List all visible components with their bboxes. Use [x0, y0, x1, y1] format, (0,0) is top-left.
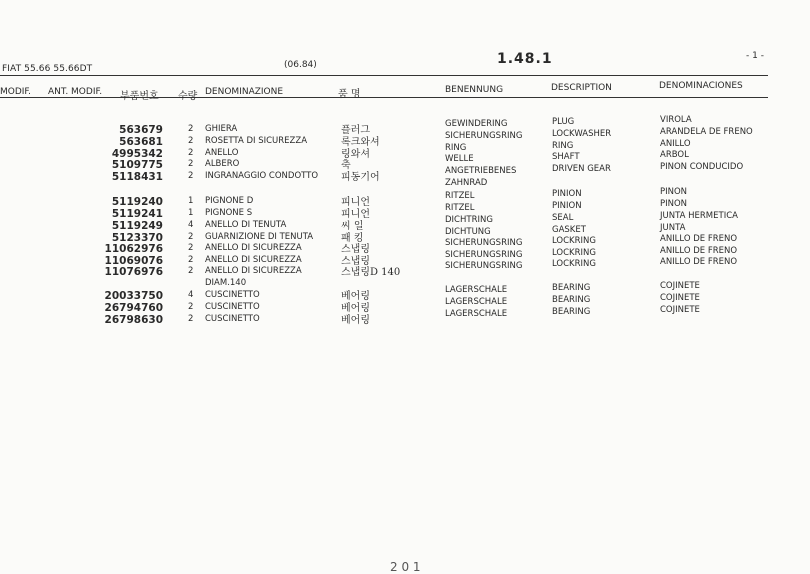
italian-name: ALBERO	[205, 159, 240, 169]
korean-name: 스냅링	[341, 244, 370, 255]
german-name: GEWINDERING	[445, 119, 508, 129]
col-quantity: 수량	[178, 91, 198, 102]
model-title: FIAT 55.66 55.66DT	[2, 64, 93, 74]
quantity: 1	[188, 196, 194, 206]
italian-name: DIAM.140	[205, 278, 247, 288]
spanish-name: JUNTA HERMETICA	[660, 211, 738, 221]
german-name: LAGERSCHALE	[445, 309, 508, 319]
german-name: SICHERUNGSRING	[445, 250, 523, 260]
korean-name: 축	[341, 160, 351, 171]
quantity: 2	[188, 159, 194, 169]
italian-name: GUARNIZIONE DI TENUTA	[205, 232, 314, 242]
quantity: 2	[188, 266, 194, 276]
italian-name: CUSCINETTO	[205, 302, 260, 312]
part-number: 4995342	[111, 148, 163, 160]
part-number: 5119241	[111, 208, 163, 220]
spanish-name: ANILLO DE FRENO	[660, 257, 738, 267]
spanish-name: VIROLA	[660, 115, 692, 125]
quantity: 2	[188, 124, 194, 134]
korean-name: 베어링	[341, 303, 370, 314]
spanish-name: COJINETE	[660, 293, 700, 303]
part-number: 5123370	[111, 232, 163, 244]
english-name: SHAFT	[552, 152, 580, 162]
english-name: PLUG	[552, 117, 575, 127]
part-number: 26794760	[104, 302, 163, 314]
quantity: 2	[188, 314, 194, 324]
english-name: RING	[552, 141, 574, 151]
english-name: BEARING	[552, 307, 591, 317]
spanish-name: COJINETE	[660, 305, 700, 315]
korean-name: 스냅링	[341, 256, 370, 267]
col-korean: 품 명	[338, 89, 361, 100]
spanish-name: COJINETE	[660, 281, 700, 291]
quantity: 2	[188, 243, 194, 253]
english-name: LOCKRING	[552, 259, 596, 269]
col-italian: DENOMINAZIONE	[205, 87, 284, 97]
english-name: LOCKWASHER	[552, 129, 612, 139]
italian-name: ANELLO DI TENUTA	[205, 220, 287, 230]
german-name: ZAHNRAD	[445, 178, 488, 188]
spanish-name: ANILLO DE FRENO	[660, 246, 738, 256]
spanish-name: PINON	[660, 199, 688, 209]
german-name: SICHERUNGSRING	[445, 131, 523, 141]
korean-name: 피니언	[341, 209, 370, 220]
part-number: 11069076	[104, 255, 163, 267]
header-top-rule	[0, 75, 768, 76]
english-name: PINION	[552, 189, 582, 199]
col-spanish: DENOMINACIONES	[659, 81, 743, 91]
italian-name: ANELLO DI SICUREZZA	[205, 266, 302, 276]
part-number: 11076976	[104, 266, 163, 278]
korean-name: 피니언	[341, 197, 370, 208]
english-name: DRIVEN GEAR	[552, 164, 611, 174]
quantity: 2	[188, 302, 194, 312]
korean-name: 록크와셔	[341, 137, 380, 148]
german-name: DICHTUNG	[445, 227, 491, 237]
italian-name: INGRANAGGIO CONDOTTO	[205, 171, 319, 181]
german-name: LAGERSCHALE	[445, 285, 508, 295]
korean-name: 베어링	[341, 291, 370, 302]
spanish-name: ANILLO	[660, 139, 691, 149]
english-name: SEAL	[552, 213, 574, 223]
part-number: 20033750	[104, 290, 163, 302]
part-number: 11062976	[104, 243, 163, 255]
quantity: 4	[188, 220, 194, 230]
german-name: RITZEL	[445, 191, 475, 201]
part-number: 563679	[119, 124, 163, 136]
english-name: BEARING	[552, 295, 591, 305]
part-number: 5118431	[111, 171, 163, 183]
italian-name: PIGNONE S	[205, 208, 253, 218]
german-name: WELLE	[445, 154, 474, 164]
section-number: 1.48.1	[497, 51, 553, 67]
english-name: BEARING	[552, 283, 591, 293]
spanish-name: PINON CONDUCIDO	[660, 162, 744, 172]
italian-name: ANELLO	[205, 148, 239, 158]
korean-name: 베어링	[341, 315, 370, 326]
italian-name: CUSCINETTO	[205, 290, 260, 300]
italian-name: ANELLO DI SICUREZZA	[205, 255, 302, 265]
korean-name: 스냅링D 140	[341, 267, 401, 278]
part-number: 5109775	[111, 159, 163, 171]
korean-name: 플러그	[341, 125, 370, 136]
english-name: GASKET	[552, 225, 586, 235]
header-bottom-rule	[0, 97, 768, 98]
spanish-name: ANILLO DE FRENO	[660, 234, 738, 244]
footer-mark: 2 0 1	[390, 560, 421, 574]
english-name: LOCKRING	[552, 236, 596, 246]
german-name: SICHERUNGSRING	[445, 261, 523, 271]
korean-name: 패 킹	[341, 233, 364, 244]
italian-name: ANELLO DI SICUREZZA	[205, 243, 302, 253]
italian-name: CUSCINETTO	[205, 314, 260, 324]
korean-name: 링와셔	[341, 149, 370, 160]
col-german: BENENNUNG	[445, 85, 504, 95]
col-ant-modif: ANT. MODIF.	[48, 87, 103, 97]
quantity: 2	[188, 171, 194, 181]
part-number: 26798630	[104, 314, 163, 326]
korean-name: 피동기어	[341, 172, 380, 183]
german-name: SICHERUNGSRING	[445, 238, 523, 248]
quantity: 2	[188, 255, 194, 265]
page-number: - 1 -	[746, 51, 764, 61]
korean-name: 씨 일	[341, 221, 364, 232]
quantity: 2	[188, 136, 194, 146]
quantity: 2	[188, 232, 194, 242]
german-name: LAGERSCHALE	[445, 297, 508, 307]
quantity: 1	[188, 208, 194, 218]
english-name: PINION	[552, 201, 582, 211]
german-name: DICHTRING	[445, 215, 493, 225]
spanish-name: JUNTA	[660, 223, 686, 233]
spanish-name: ARBOL	[660, 150, 689, 160]
date-label: (06.84)	[284, 60, 317, 70]
italian-name: PIGNONE D	[205, 196, 254, 206]
spanish-name: ARANDELA DE FRENO	[660, 127, 753, 137]
english-name: LOCKRING	[552, 248, 596, 258]
quantity: 4	[188, 290, 194, 300]
quantity: 2	[188, 148, 194, 158]
col-part-number: 부품번호	[120, 91, 159, 102]
italian-name: ROSETTA DI SICUREZZA	[205, 136, 308, 146]
german-name: RITZEL	[445, 203, 475, 213]
part-number: 5119240	[111, 196, 163, 208]
col-english: DESCRIPTION	[551, 83, 612, 93]
german-name: RING	[445, 143, 467, 153]
spanish-name: PINON	[660, 187, 688, 197]
part-number: 563681	[119, 136, 163, 148]
col-modif: MODIF.	[0, 87, 32, 97]
part-number: 5119249	[111, 220, 163, 232]
german-name: ANGETRIEBENES	[445, 166, 517, 176]
italian-name: GHIERA	[205, 124, 238, 134]
